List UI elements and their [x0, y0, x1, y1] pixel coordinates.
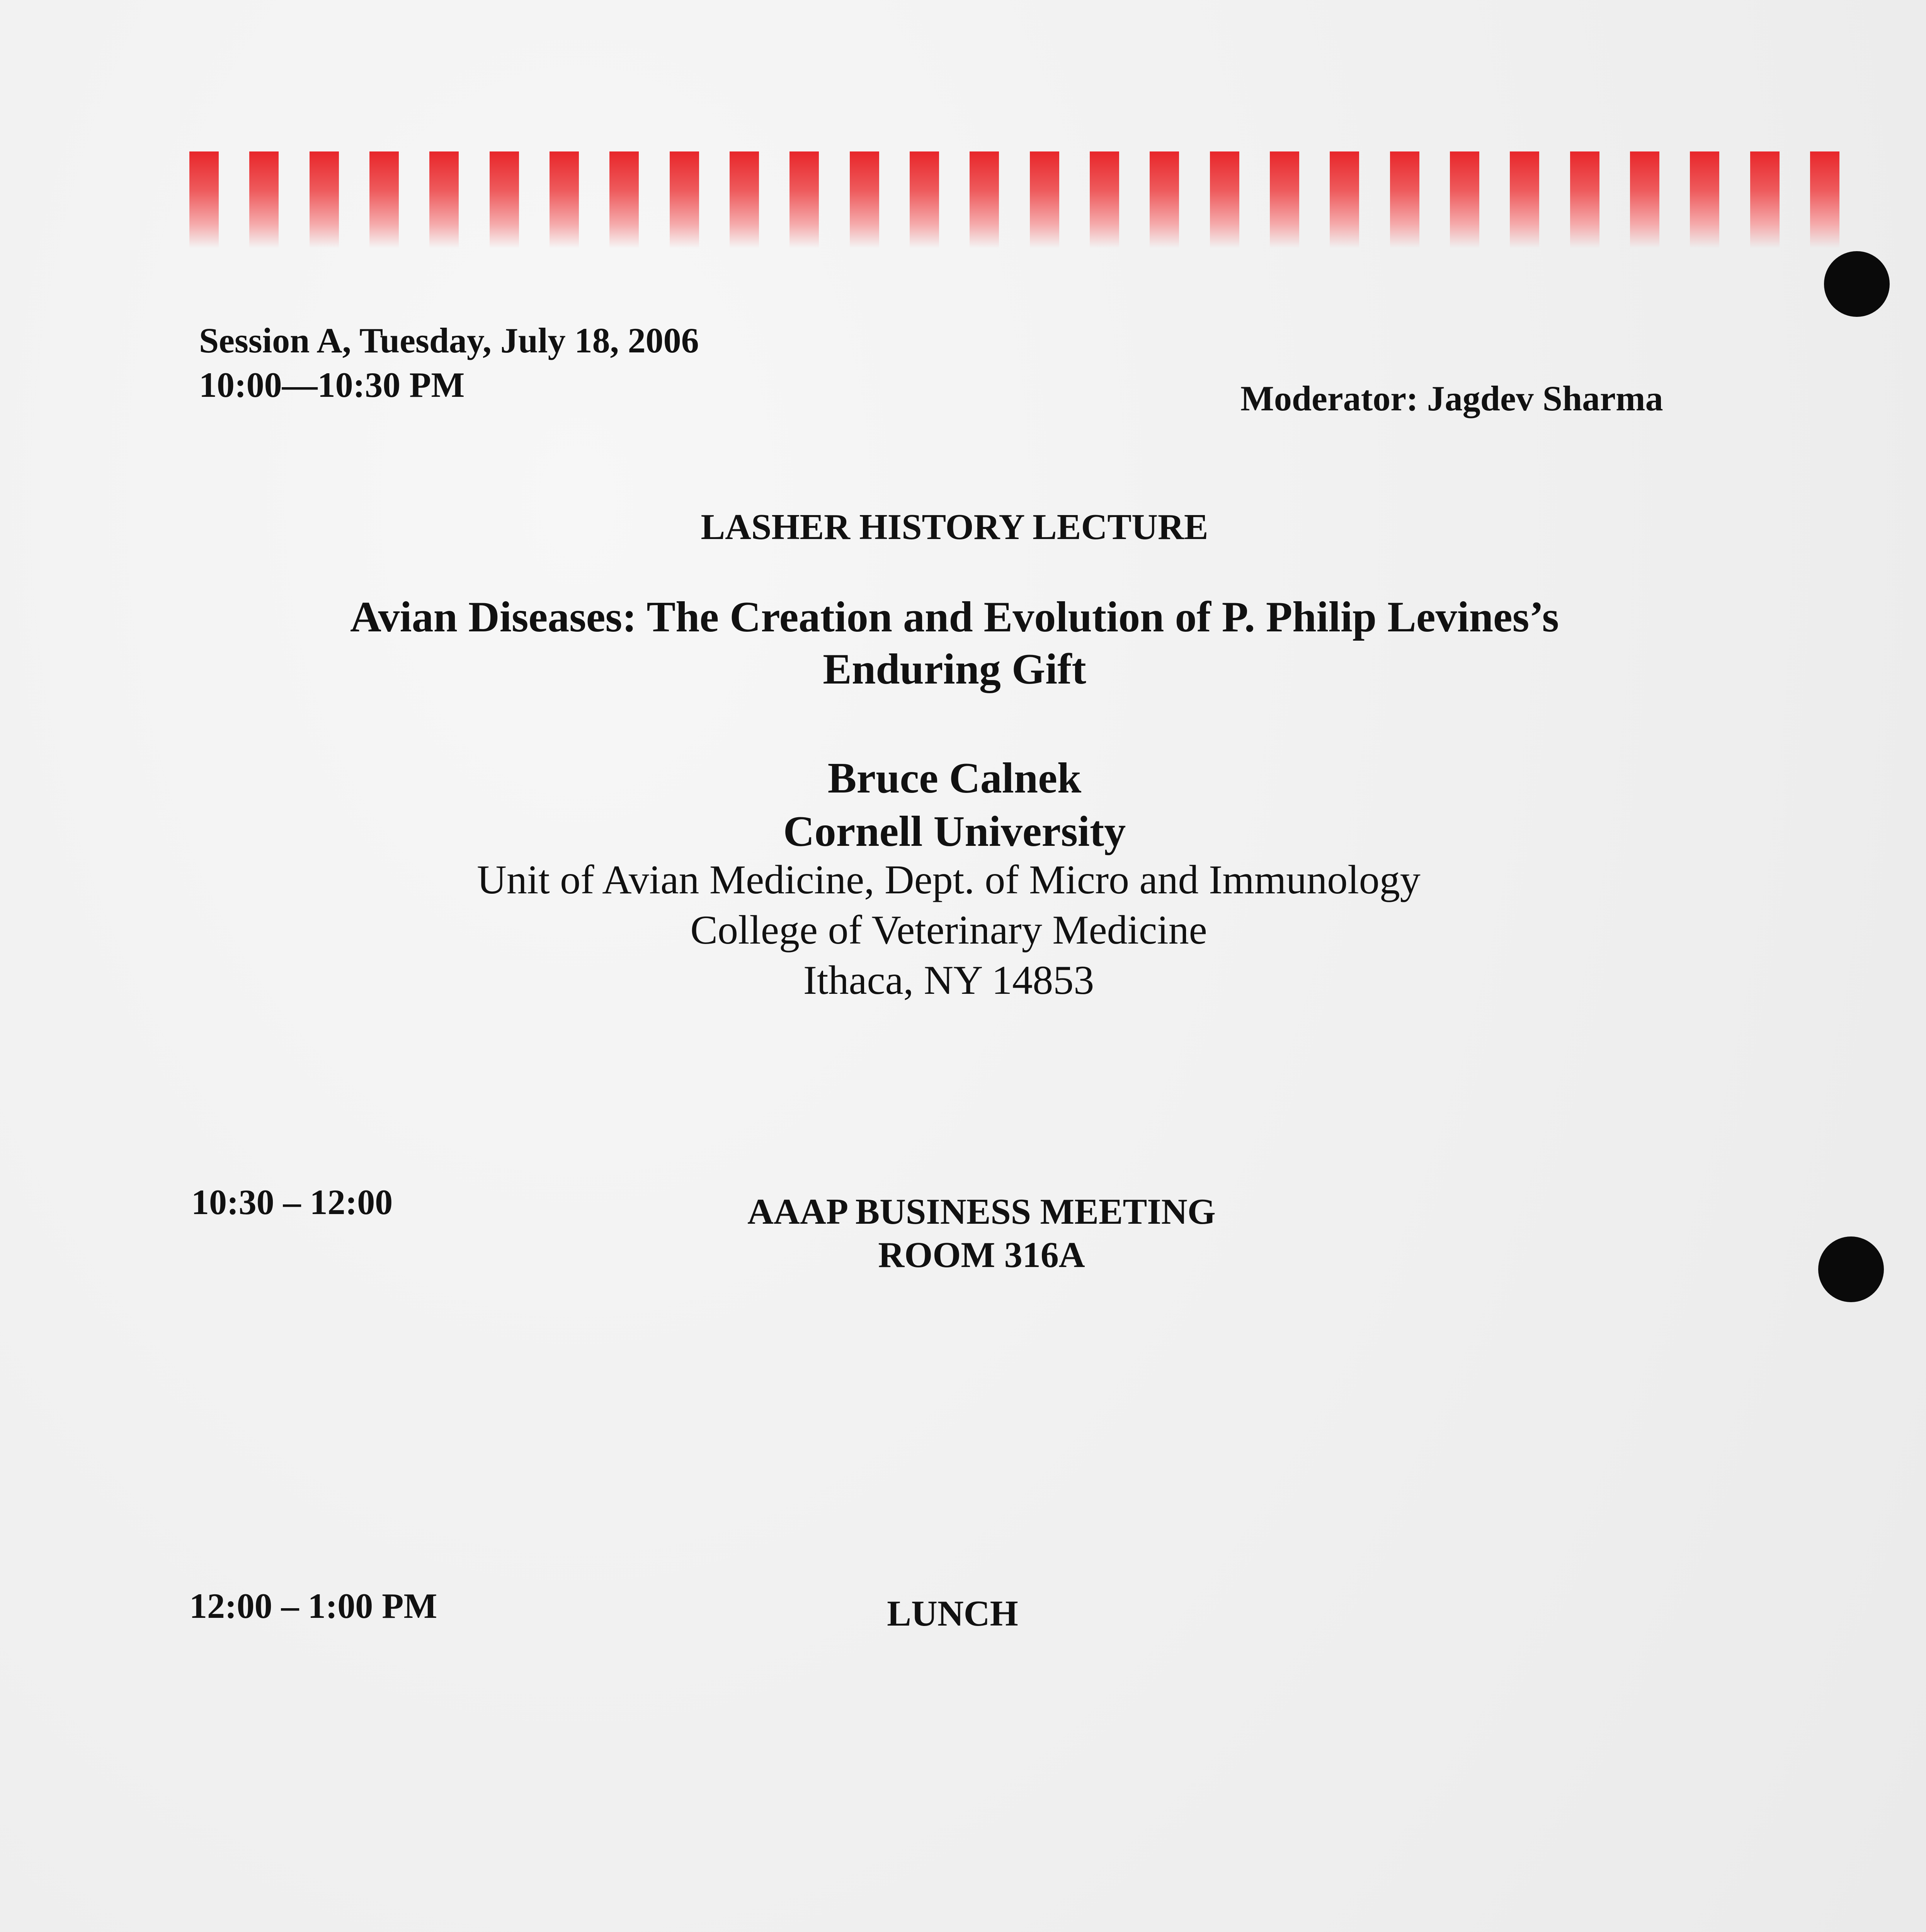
red-stripe	[1450, 151, 1479, 248]
moderator-line: Moderator: Jagdev Sharma	[1240, 379, 1663, 418]
event-line: ROOM 316A	[878, 1235, 1085, 1275]
red-stripe	[1810, 151, 1839, 248]
red-stripe	[550, 151, 579, 248]
red-stripe	[1630, 151, 1659, 248]
event-line: AAAP BUSINESS MEETING	[747, 1192, 1216, 1232]
event-line: LUNCH	[887, 1594, 1018, 1634]
red-stripe	[1690, 151, 1719, 248]
binder-hole	[1818, 1236, 1884, 1302]
red-stripe	[1750, 151, 1780, 248]
schedule-event	[618, 1190, 1345, 1277]
binder-hole	[1824, 251, 1890, 317]
affiliation-line: College of Veterinary Medicine	[690, 907, 1207, 952]
decorative-red-stripe-band	[189, 151, 1839, 248]
session-time: 10:00—10:30 PM	[199, 365, 465, 405]
red-stripe	[609, 151, 639, 248]
affiliation-line: Ithaca, NY 14853	[803, 957, 1094, 1003]
session-heading: Session A, Tuesday, July 18, 2006	[199, 321, 699, 360]
red-stripe	[1150, 151, 1179, 248]
red-stripe	[1390, 151, 1419, 248]
talk-title-line: Enduring Gift	[823, 645, 1086, 693]
affiliation-line: Unit of Avian Medicine, Dept. of Micro and Immunology	[477, 857, 1421, 902]
red-stripe	[910, 151, 939, 248]
lecture-label: LASHER HISTORY LECTURE	[701, 507, 1208, 547]
red-stripe	[730, 151, 759, 248]
red-stripe	[1030, 151, 1059, 248]
red-stripe	[369, 151, 399, 248]
speaker-block	[0, 752, 1909, 858]
talk-title	[0, 591, 1909, 696]
red-stripe	[1330, 151, 1359, 248]
red-stripe	[1090, 151, 1119, 248]
speaker-institution: Cornell University	[783, 808, 1126, 855]
red-stripe	[1270, 151, 1299, 248]
schedule-time: 12:00 – 1:00 PM	[189, 1586, 437, 1626]
schedule-event	[773, 1592, 1132, 1635]
red-stripe	[1570, 151, 1599, 248]
red-stripe	[189, 151, 219, 248]
speaker-name: Bruce Calnek	[827, 754, 1082, 802]
talk-title-line: Avian Diseases: The Creation and Evolution of P. Philip Levines’s	[350, 593, 1559, 641]
red-stripe	[310, 151, 339, 248]
red-stripe	[789, 151, 819, 248]
red-stripe	[1510, 151, 1539, 248]
red-stripe	[249, 151, 279, 248]
red-stripe	[490, 151, 519, 248]
speaker-affiliation	[0, 855, 1897, 1005]
red-stripe	[970, 151, 999, 248]
schedule-time: 10:30 – 12:00	[191, 1182, 393, 1222]
red-stripe	[429, 151, 459, 248]
red-stripe	[850, 151, 879, 248]
red-stripe	[1210, 151, 1239, 248]
red-stripe	[670, 151, 699, 248]
